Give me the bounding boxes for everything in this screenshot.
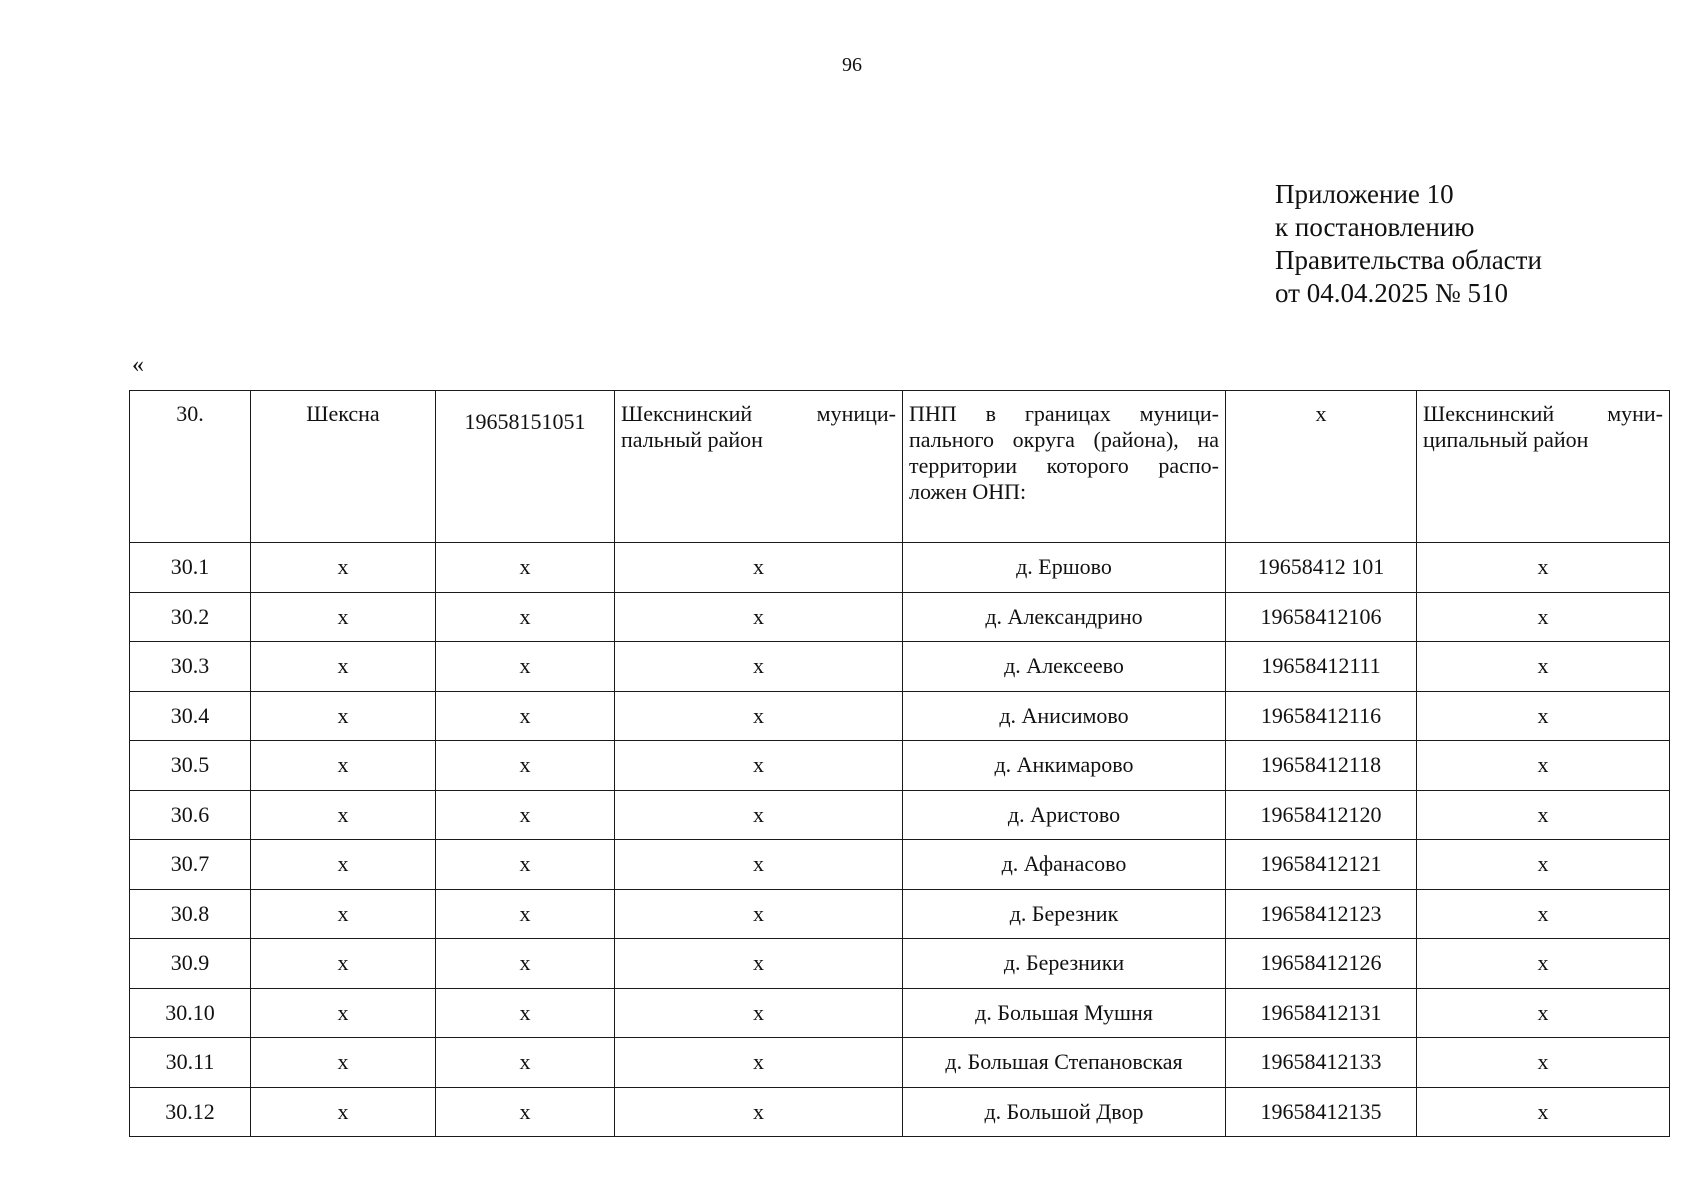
cell-num: 30.12 [130, 1087, 251, 1137]
cell-municipality: х [1417, 939, 1670, 989]
cell-code: х [436, 889, 615, 939]
cell-code: х [436, 988, 615, 1038]
cell-district: х [615, 1038, 903, 1088]
cell-municipality: х [1417, 642, 1670, 692]
cell-municipality: х [1417, 889, 1670, 939]
cell-code: х [436, 592, 615, 642]
cell-num: 30.2 [130, 592, 251, 642]
cell-district: х [615, 642, 903, 692]
cell-district: х [615, 691, 903, 741]
cell-code: х [436, 543, 615, 593]
cell-district: х [615, 543, 903, 593]
cell-code: х [436, 642, 615, 692]
cell-okmo: 19658412116 [1226, 691, 1417, 741]
table-body [130, 391, 1670, 1137]
table-row [130, 939, 1670, 989]
cell-okmo: х [1226, 391, 1417, 543]
cell-num: 30.6 [130, 790, 251, 840]
cell-district: х [615, 840, 903, 890]
cell-okmo: 19658412111 [1226, 642, 1417, 692]
appendix-date-number: от 04.04.2025 № 510 [1275, 278, 1508, 308]
cell-name: х [251, 1087, 436, 1137]
cell-name: х [251, 592, 436, 642]
cell-code: х [436, 1038, 615, 1088]
table-row [130, 691, 1670, 741]
cell-num: 30. [130, 391, 251, 543]
cell-municipality: х [1417, 741, 1670, 791]
table-row [130, 790, 1670, 840]
cell-district: х [615, 592, 903, 642]
cell-pnp: д. Большая Мушня [903, 988, 1226, 1038]
cell-code: 19658151051 [436, 391, 615, 543]
cell-name: х [251, 840, 436, 890]
table-row [130, 642, 1670, 692]
appendix-title: Приложение 10 [1275, 179, 1454, 209]
cell-district: х [615, 889, 903, 939]
page-number: 96 [842, 54, 862, 76]
table-row-section [130, 391, 1670, 543]
cell-municipality: х [1417, 1038, 1670, 1088]
opening-quote-mark: « [132, 352, 144, 378]
cell-pnp: д. Ершово [903, 543, 1226, 593]
cell-municipality: х [1417, 790, 1670, 840]
cell-district: Шекснинский муници-пальный район [615, 391, 903, 543]
cell-okmo: 19658412106 [1226, 592, 1417, 642]
cell-name: х [251, 543, 436, 593]
cell-num: 30.4 [130, 691, 251, 741]
cell-code: х [436, 790, 615, 840]
cell-name: х [251, 790, 436, 840]
table-row [130, 1038, 1670, 1088]
cell-okmo: 19658412123 [1226, 889, 1417, 939]
cell-pnp: д. Большая Степановская [903, 1038, 1226, 1088]
cell-pnp: д. Анкимарово [903, 741, 1226, 791]
appendix-authority: Правительства области [1275, 245, 1542, 275]
cell-name: х [251, 939, 436, 989]
cell-okmo: 19658412133 [1226, 1038, 1417, 1088]
cell-pnp: д. Александрино [903, 592, 1226, 642]
cell-num: 30.9 [130, 939, 251, 989]
cell-district: х [615, 1087, 903, 1137]
cell-district: х [615, 741, 903, 791]
table-row [130, 592, 1670, 642]
cell-num: 30.3 [130, 642, 251, 692]
cell-municipality: х [1417, 543, 1670, 593]
cell-pnp: д. Большой Двор [903, 1087, 1226, 1137]
cell-name: Шексна [251, 391, 436, 543]
cell-pnp: д. Анисимово [903, 691, 1226, 741]
cell-code: х [436, 939, 615, 989]
cell-municipality: х [1417, 592, 1670, 642]
cell-district: х [615, 988, 903, 1038]
cell-num: 30.10 [130, 988, 251, 1038]
cell-num: 30.1 [130, 543, 251, 593]
cell-okmo: 19658412131 [1226, 988, 1417, 1038]
cell-okmo: 19658412126 [1226, 939, 1417, 989]
cell-okmo: 19658412118 [1226, 741, 1417, 791]
cell-num: 30.8 [130, 889, 251, 939]
cell-district: х [615, 790, 903, 840]
appendix-resolution-ref: к постановлению [1275, 212, 1475, 242]
table-row [130, 1087, 1670, 1137]
cell-code: х [436, 840, 615, 890]
table-row [130, 988, 1670, 1038]
appendix-header [1275, 178, 1542, 310]
cell-pnp: д. Березники [903, 939, 1226, 989]
cell-pnp: д. Аристово [903, 790, 1226, 840]
cell-municipality: х [1417, 988, 1670, 1038]
settlements-table [129, 390, 1670, 1137]
cell-pnp: д. Алексеево [903, 642, 1226, 692]
table-row [130, 741, 1670, 791]
table-row [130, 840, 1670, 890]
table-row [130, 543, 1670, 593]
cell-num: 30.11 [130, 1038, 251, 1088]
cell-name: х [251, 691, 436, 741]
cell-okmo: 19658412121 [1226, 840, 1417, 890]
cell-name: х [251, 889, 436, 939]
cell-code: х [436, 741, 615, 791]
table-row [130, 889, 1670, 939]
cell-code: х [436, 691, 615, 741]
cell-municipality: х [1417, 691, 1670, 741]
cell-num: 30.5 [130, 741, 251, 791]
cell-name: х [251, 1038, 436, 1088]
cell-name: х [251, 988, 436, 1038]
cell-num: 30.7 [130, 840, 251, 890]
cell-code: х [436, 1087, 615, 1137]
cell-name: х [251, 741, 436, 791]
cell-municipality: х [1417, 840, 1670, 890]
cell-municipality: Шекснинский муни-ципальный район [1417, 391, 1670, 543]
cell-municipality: х [1417, 1087, 1670, 1137]
cell-okmo: 19658412120 [1226, 790, 1417, 840]
cell-pnp: д. Березник [903, 889, 1226, 939]
cell-district: х [615, 939, 903, 989]
cell-pnp: ПНП в границах муници-пального округа (района), на территории которого распо-ложен ОНП: [903, 391, 1226, 543]
cell-okmo: 19658412 101 [1226, 543, 1417, 593]
cell-pnp: д. Афанасово [903, 840, 1226, 890]
cell-okmo: 19658412135 [1226, 1087, 1417, 1137]
cell-name: х [251, 642, 436, 692]
